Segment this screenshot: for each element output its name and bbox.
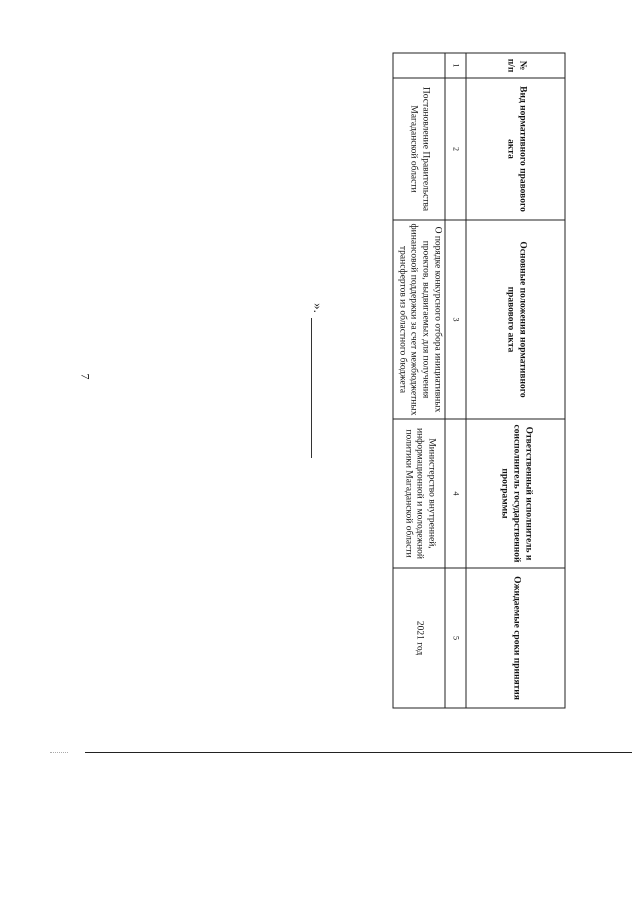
table-row bbox=[393, 53, 445, 708]
cell-deadline: 2021 год bbox=[393, 568, 445, 708]
header-act-type: Вид нормативного правового акта bbox=[466, 78, 565, 220]
header-provisions: Основные положения нормативного правового акта bbox=[466, 220, 565, 419]
scan-edge-dash bbox=[50, 752, 68, 753]
column-number: 5 bbox=[445, 568, 466, 708]
scan-edge-line bbox=[85, 752, 632, 753]
column-number: 4 bbox=[445, 419, 466, 568]
cell-act-type: Постановление Правительства Магаданской области bbox=[393, 78, 445, 220]
column-number: 3 bbox=[445, 220, 466, 419]
cell-number bbox=[393, 53, 445, 78]
cell-executor: Министерство внутренней, информационной и молодежной политики Магаданской области bbox=[393, 419, 445, 568]
header-deadline: Ожидаемые сроки принятия bbox=[466, 568, 565, 708]
table-header-row bbox=[466, 53, 565, 708]
column-number: 2 bbox=[445, 78, 466, 220]
cell-provisions: О порядке конкурсного отбора инициативных проектов, выдвигаемых для получения финансовой поддержки за счет межбюджетных трансфертов из областного бюджета bbox=[393, 220, 445, 419]
closing-quote: ». bbox=[310, 303, 326, 313]
legal-acts-table-rotated bbox=[392, 52, 565, 700]
column-number-row bbox=[445, 53, 466, 708]
column-number: 1 bbox=[445, 53, 466, 78]
closing-rule bbox=[311, 318, 312, 458]
page-number: 7 bbox=[78, 373, 93, 380]
legal-acts-table bbox=[392, 52, 565, 708]
header-number: № п/п bbox=[466, 53, 565, 78]
header-executor: Ответственный исполнитель и соисполнитель государственной программы bbox=[466, 419, 565, 568]
